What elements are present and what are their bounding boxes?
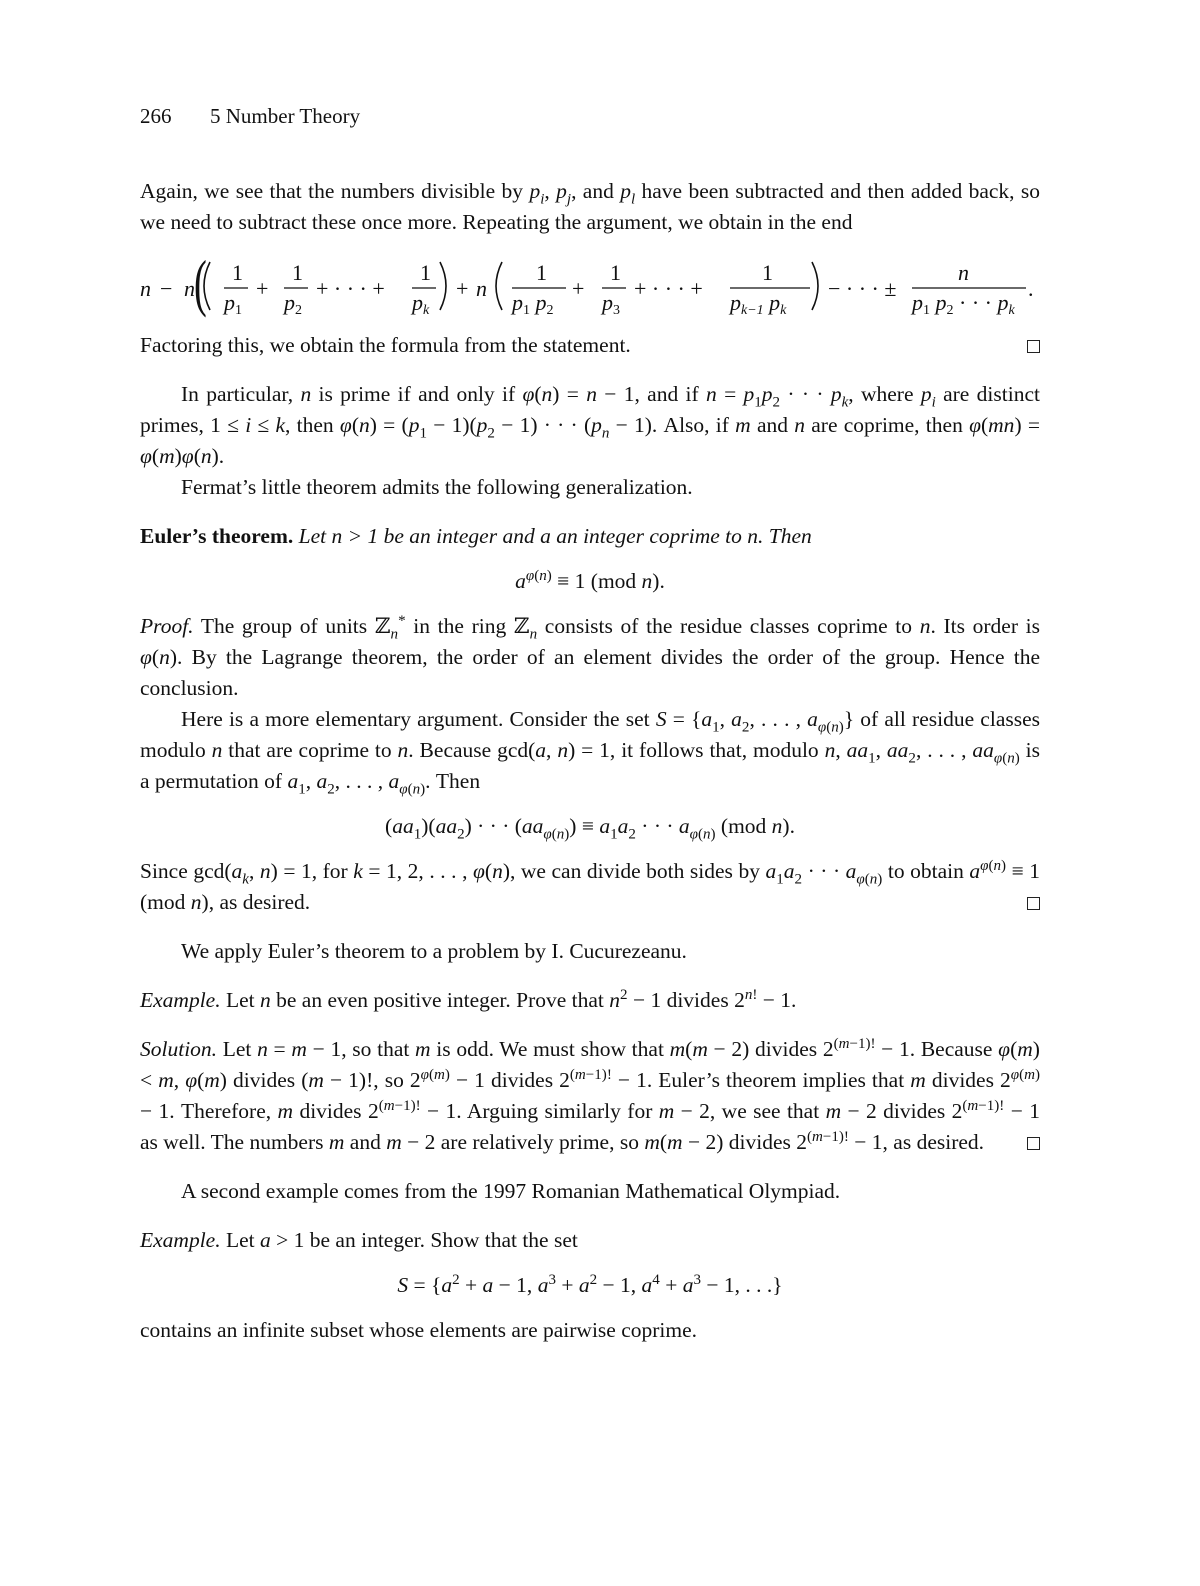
svg-text:p2: p2	[284, 290, 302, 318]
svg-text:1: 1	[292, 260, 303, 285]
svg-text:.: .	[1028, 276, 1034, 301]
theorem-title: Euler’s theorem.	[140, 524, 294, 548]
svg-text:+ · · · +: + · · · +	[316, 276, 385, 301]
paragraph-fermat: Fermat’s little theorem admits the following generalization.	[181, 475, 693, 499]
svg-text:n: n	[140, 276, 151, 301]
svg-text:n: n	[476, 276, 487, 301]
qed-square-icon	[1027, 897, 1040, 910]
svg-text:1: 1	[232, 260, 243, 285]
page-body	[140, 176, 1040, 1346]
svg-text:+: +	[572, 276, 585, 301]
solution-paragraph: Solution. Let n = m − 1, so that m is odd. We must show that m(m − 2) divides $2^{(m-1)!} - 1$. Because φ(m) < m, φ(m) divides (m − 1)!, so $2^{\varphi(m)} - 1$ divides $2^{(m-1)!} - 1$. Euler’s theorem implies that m divides $2^{\varphi(m)} - 1$. Therefore, m divides $2^{(m-1)!} - 1$. Arguing similarly for m − 2, we see that m − 2 divides $2^{(m-1)!} - 1$ as well. The numbers m and m − 2 are relatively prime, so m(m − 2) divides $2^{(m-1)!} - 1$, as desired.	[140, 1035, 1041, 1154]
display-product-congruence: $(aa_1)(aa_2)$ · · · $(aa_{\varphi(n)}) \equiv a_1a_2$ · · · $a_{\varphi(n)}$ (mod n).	[385, 814, 795, 843]
qed-square-icon	[1027, 340, 1040, 353]
paragraph-factoring: Factoring this, we obtain the formula from the statement.	[140, 330, 1040, 361]
display-set-s: $S = \{a^2 + a - 1$, $a^3 + a^2 - 1$, $a^4 + a^3 - 1$, . . .}	[397, 1271, 783, 1297]
svg-text:− · · · ±: − · · · ±	[828, 276, 897, 301]
page-number: 266	[140, 104, 172, 128]
svg-text:p1: p1	[224, 290, 242, 318]
paragraph-in-particular: In particular, n is prime if and only if φ(n) = n − 1, and if $n = p_1p_2$ · · · $p_k$, where $p_i$ are distinct primes, 1 ≤ i ≤ k, then $\varphi(n) = (p_1 - 1)(p_2 - 1)$ · · · $(p_n - 1)$. Also, if m and n are coprime, then φ(mn) = φ(m)φ(n).	[140, 382, 1040, 468]
svg-text:p1 p2: p1 p2	[512, 290, 554, 318]
svg-text:1: 1	[762, 260, 773, 285]
paragraph-apply-euler: We apply Euler’s theorem to a problem by I. Cucurezeanu.	[181, 939, 687, 963]
paragraph-infinite-subset: contains an infinite subset whose elements are pairwise coprime.	[140, 1318, 698, 1342]
solution-label: Solution.	[140, 1037, 218, 1061]
svg-text:n: n	[958, 260, 969, 285]
example-label: Example.	[140, 1228, 221, 1252]
svg-text:+ · · · +: + · · · +	[634, 276, 703, 301]
svg-text:+: +	[456, 276, 469, 301]
proof-paragraph: Proof. The group of units ℤ$_n$* in the ring ℤ$_n$ consists of the residue classes coprime to n. Its order is φ(n). By the Lagrange theorem, the order of an element divides the order of the group. Hence the conclusion.	[140, 612, 1041, 700]
paragraph-romanian-olympiad: A second example comes from the 1997 Romanian Mathematical Olympiad.	[181, 1179, 841, 1203]
proof-label: Proof.	[140, 614, 194, 638]
theorem-euler: Euler’s theorem. Let n > 1 be an integer and a an integer coprime to n. Then	[140, 524, 812, 548]
paragraph-since-gcd: Since $\gcd(a_k$, n) = 1, for k = 1, 2, . . . , φ(n), we can divide both sides by $a_1a_2$ · · · $a_{\varphi(n)}$ to obtain $a^{\varphi(n)} \equiv 1$ (mod n), as desired.	[140, 857, 1040, 914]
svg-text:(: (	[194, 248, 207, 319]
display-formula-inclusion-exclusion	[140, 244, 1040, 326]
svg-text:pk: pk	[412, 290, 430, 318]
example-label: Example.	[140, 988, 221, 1012]
svg-text:pk−1 pk: pk−1 pk	[730, 290, 787, 318]
svg-text:1: 1	[536, 260, 547, 285]
paragraph-inclusion-exclusion: Again, we see that the numbers divisible by $p_i$, $p_j$, and $p_l$ have been subtracted and then added back, so we need to subtract these once more. Repeating the argument, we obtain in the end	[140, 179, 1041, 234]
svg-text:1: 1	[610, 260, 621, 285]
running-header	[140, 104, 360, 129]
example-romanian: Example. Let a > 1 be an integer. Show that the set	[140, 1228, 578, 1252]
svg-text:p3: p3	[602, 290, 620, 318]
svg-text:−: −	[160, 276, 173, 301]
svg-text:+: +	[256, 276, 269, 301]
display-euler-congruence: $a^{\varphi(n)} \equiv 1$ (mod n).	[515, 567, 665, 593]
chapter-title: 5 Number Theory	[210, 104, 361, 128]
svg-text:n: n	[184, 276, 195, 301]
example-cucurezeanu: Example. Let n be an even positive integer. Prove that $n^2 - 1$ divides $2^{n!} - 1$.	[140, 986, 797, 1012]
paragraph-elementary-argument: Here is a more elementary argument. Consider the set $S = \{a_1$, $a_2$, . . . , $a_{\varphi(n)}$} of all residue classes modulo n that are coprime to n. Because gcd(a, n) = 1, it follows that, modulo n, $aa_1$, $aa_2$, . . . , $aa_{\varphi(n)}$ is a permutation of $a_1$, $a_2$, . . . , $a_{\varphi(n)}$. Then	[140, 707, 1041, 798]
qed-square-icon	[1027, 1137, 1040, 1150]
svg-text:p1 p2 · · · pk: p1 p2 · · · pk	[912, 290, 1015, 318]
svg-text:1: 1	[420, 260, 431, 285]
